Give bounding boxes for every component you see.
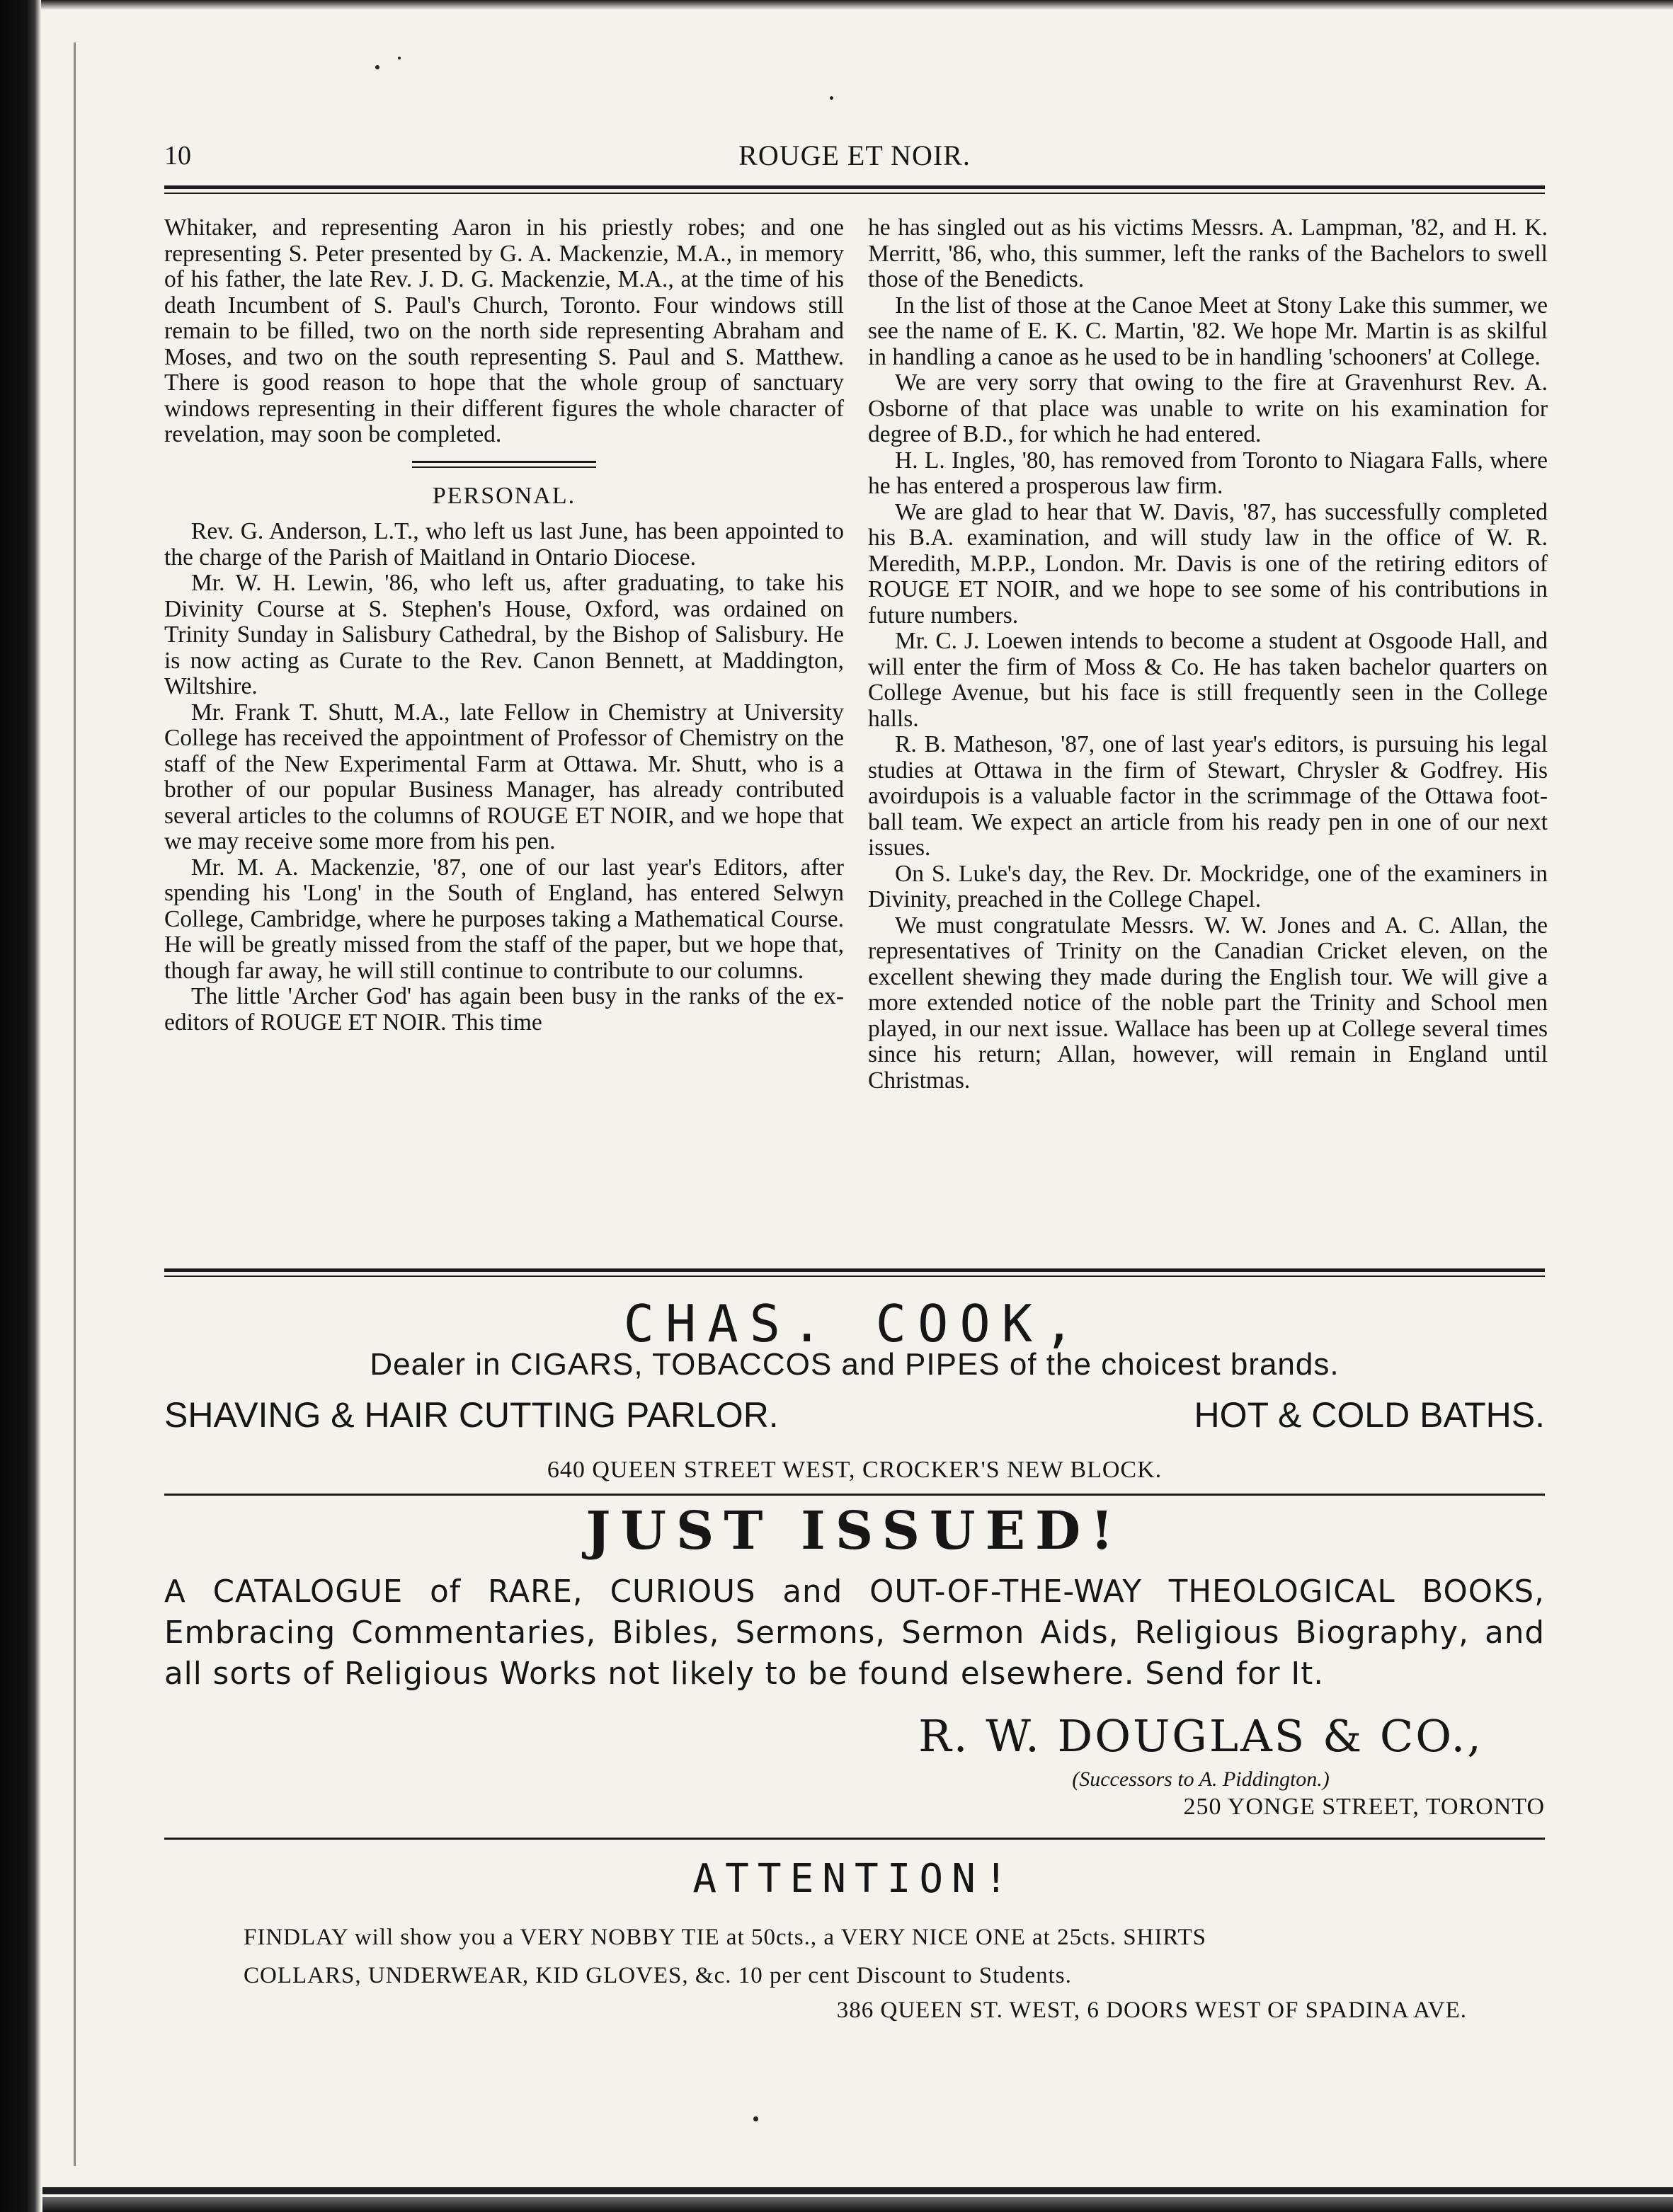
section-divider — [412, 466, 596, 468]
paragraph: In the list of those at the Canoe Meet at Stony Lake this summer, we see the name of E. K. C. Martin, '82. We hope Mr. Martin is as skilful in handling a canoe as he used to be in handling 'schooners' at College. — [868, 292, 1548, 370]
section-heading-personal: PERSONAL. — [432, 482, 576, 509]
advert-findlay-line: COLLARS, UNDERWEAR, KID GLOVES, &c. 10 per cent Discount to Students. — [244, 1963, 1072, 1988]
paragraph: On S. Luke's day, the Rev. Dr. Mockridge, one of the examiners in Divinity, preached in the College Chapel. — [868, 860, 1548, 912]
paragraph: We are very sorry that owing to the fire at Gravenhurst Rev. A. Osborne of that place was unable to write on his examination for degree of B.D., for which he had entered. — [868, 369, 1548, 447]
paragraph: We are glad to hear that W. Davis, '87, has successfully completed his B.A. examination, and will study law in the office of W. R. Meredith, M.P.P., London. Mr. Davis is one of the retiring editors of ROUGE ET NOIR, and we hope to see some of his contributions in future numbers. — [868, 498, 1548, 629]
advert-cook-baths: HOT & COLD BATHS. — [1194, 1395, 1545, 1435]
paragraph: R. B. Matheson, '87, one of last year's editors, is pursuing his legal studies at Ottawa in the firm of Stewart, Chrysler & Godfrey. His avoirdupois is a valuable factor in the scrimmage of the Ottawa foot-ball team. We expect an article from his ready pen in one of our next issues. — [868, 731, 1548, 861]
advert-cook-services — [164, 1394, 1545, 1435]
section-divider — [412, 461, 596, 463]
paragraph: Whitaker, and representing Aaron in his priestly robes; and one representing S. Peter presented by G. A. Mackenzie, M.A., in memory of his father, the late Rev. J. D. G. Mackenzie, M.A., at the time of his death Incumbent of S. Paul's Church, Toronto. Four windows still remain to be filled, two on the north side representing Abraham and Moses, and two on the south representing S. Paul and S. Matthew. There is good reason to hope that the whole group of sanctuary windows representing in their different figures the whole character of revelation, may soon be completed. — [164, 214, 844, 447]
advert-divider — [164, 1838, 1545, 1840]
page-number: 10 — [164, 141, 191, 171]
paragraph: Mr. C. J. Loewen intends to become a student at Osgoode Hall, and will enter the firm of Moss & Co. He has taken bachelor quarters on College Avenue, but his face is still frequently seen in the College halls. — [868, 628, 1548, 732]
advert-findlay-address: 386 QUEEN ST. WEST, 6 DOORS WEST OF SPADINA AVE. — [836, 1998, 1467, 2023]
advert-findlay-line: FINDLAY will show you a VERY NOBBY TIE at 50cts., a VERY NICE ONE at 25cts. SHIRTS — [244, 1925, 1206, 1950]
advert-rule — [164, 1268, 1545, 1272]
scan-binding-edge — [0, 0, 41, 2212]
left-column — [164, 215, 844, 1036]
paragraph: The little 'Archer God' has again been busy in the ranks of the ex-editors of ROUGE ET NOIR. This time — [164, 983, 844, 1036]
advert-findlay-headline: ATTENTION! — [692, 1856, 1017, 1902]
scan-margin-line — [74, 42, 76, 2166]
scan-top-edge — [0, 0, 1673, 10]
right-column — [868, 215, 1548, 1094]
advert-cook-shaving: SHAVING & HAIR CUTTING PARLOR. — [164, 1395, 779, 1435]
scan-bottom-shadow — [42, 2197, 1673, 2212]
advert-cook-line: Dealer in CIGARS, TOBACCOS and PIPES of the choicest brands. — [370, 1347, 1340, 1382]
advert-cook-address: 640 QUEEN STREET WEST, CROCKER'S NEW BLOCK. — [547, 1457, 1163, 1483]
advert-findlay-body — [164, 1918, 1545, 1995]
paragraph: Mr. Frank T. Shutt, M.A., late Fellow in Chemistry at University College has received the appointment of Professor of Chemistry on the staff of the New Experimental Farm at Ottawa. Mr. Shutt, who is a brother of our popular Business Manager, has already contributed several articles to the columns of ROUGE ET NOIR, and we hope that we may receive some more from his pen. — [164, 699, 844, 854]
advert-douglas-firm: R. W. DOUGLAS & CO., — [918, 1710, 1483, 1762]
scan-speck — [830, 96, 833, 100]
paragraph: Rev. G. Anderson, L.T., who left us last June, has been appointed to the charge of the Parish of Maitland in Ontario Diocese. — [164, 518, 844, 571]
running-head: ROUGE ET NOIR. — [738, 139, 971, 171]
scan-speck — [375, 65, 379, 69]
advert-cook-name: CHAS. COOK, — [623, 1294, 1086, 1353]
header-rule-thin — [164, 193, 1545, 194]
advert-divider — [164, 1494, 1545, 1496]
paragraph: H. L. Ingles, '80, has removed from Toronto to Niagara Falls, where he has entered a prosperous law firm. — [868, 447, 1548, 499]
paragraph: We must congratulate Messrs. W. W. Jones and A. C. Allan, the representatives of Trinity on the Canadian Cricket eleven, on the excellent shewing they made during the English tour. We will give a more extended notice of the noble part the Trinity and School men played, in our next issue. Wallace has been up at College several times since his return; Allan, however, will remain in England until Christmas. — [868, 912, 1548, 1094]
advert-douglas-successors: (Successors to A. Piddington.) — [1072, 1767, 1330, 1791]
scan-speck — [753, 2116, 758, 2121]
header-rule — [164, 185, 1545, 189]
advert-rule-thin — [164, 1276, 1545, 1277]
scan-speck — [398, 57, 401, 59]
paragraph: Mr. W. H. Lewin, '86, who left us, after graduating, to take his Divinity Course at S. Stephen's House, Oxford, was ordained on Trinity Sunday in Salisbury Cathedral, by the Bishop of Salisbury. He is now acting as Curate to the Rev. Canon Bennett, at Maddington, Wiltshire. — [164, 570, 844, 699]
scan-bottom-edge — [42, 2187, 1673, 2194]
paragraph: he has singled out as his victims Messrs. A. Lampman, '82, and H. K. Merritt, '86, who, this summer, left the ranks of the Bachelors to swell those of the Benedicts. — [868, 214, 1548, 292]
advert-douglas-headline: JUST ISSUED! — [586, 1501, 1124, 1561]
advert-douglas-body: A CATALOGUE of RARE, CURIOUS and OUT-OF-THE-WAY THEOLOGICAL BOOKS, Embracing Commentaries, Bibles, Sermons, Sermon Aids, Religious Biography, and all sorts of Religious Works not likely to be found elsewhere. Send for It. — [164, 1574, 1545, 1692]
advert-douglas-street: 250 YONGE STREET, TORONTO — [1183, 1794, 1545, 1820]
paragraph: Mr. M. A. Mackenzie, '87, one of our last year's Editors, after spending his 'Long' in the South of England, has entered Selwyn College, Cambridge, where he purposes taking a Mathematical Course. He will be greatly missed from the staff of the paper, but we hope that, though far away, he will still continue to contribute to our columns. — [164, 854, 844, 984]
